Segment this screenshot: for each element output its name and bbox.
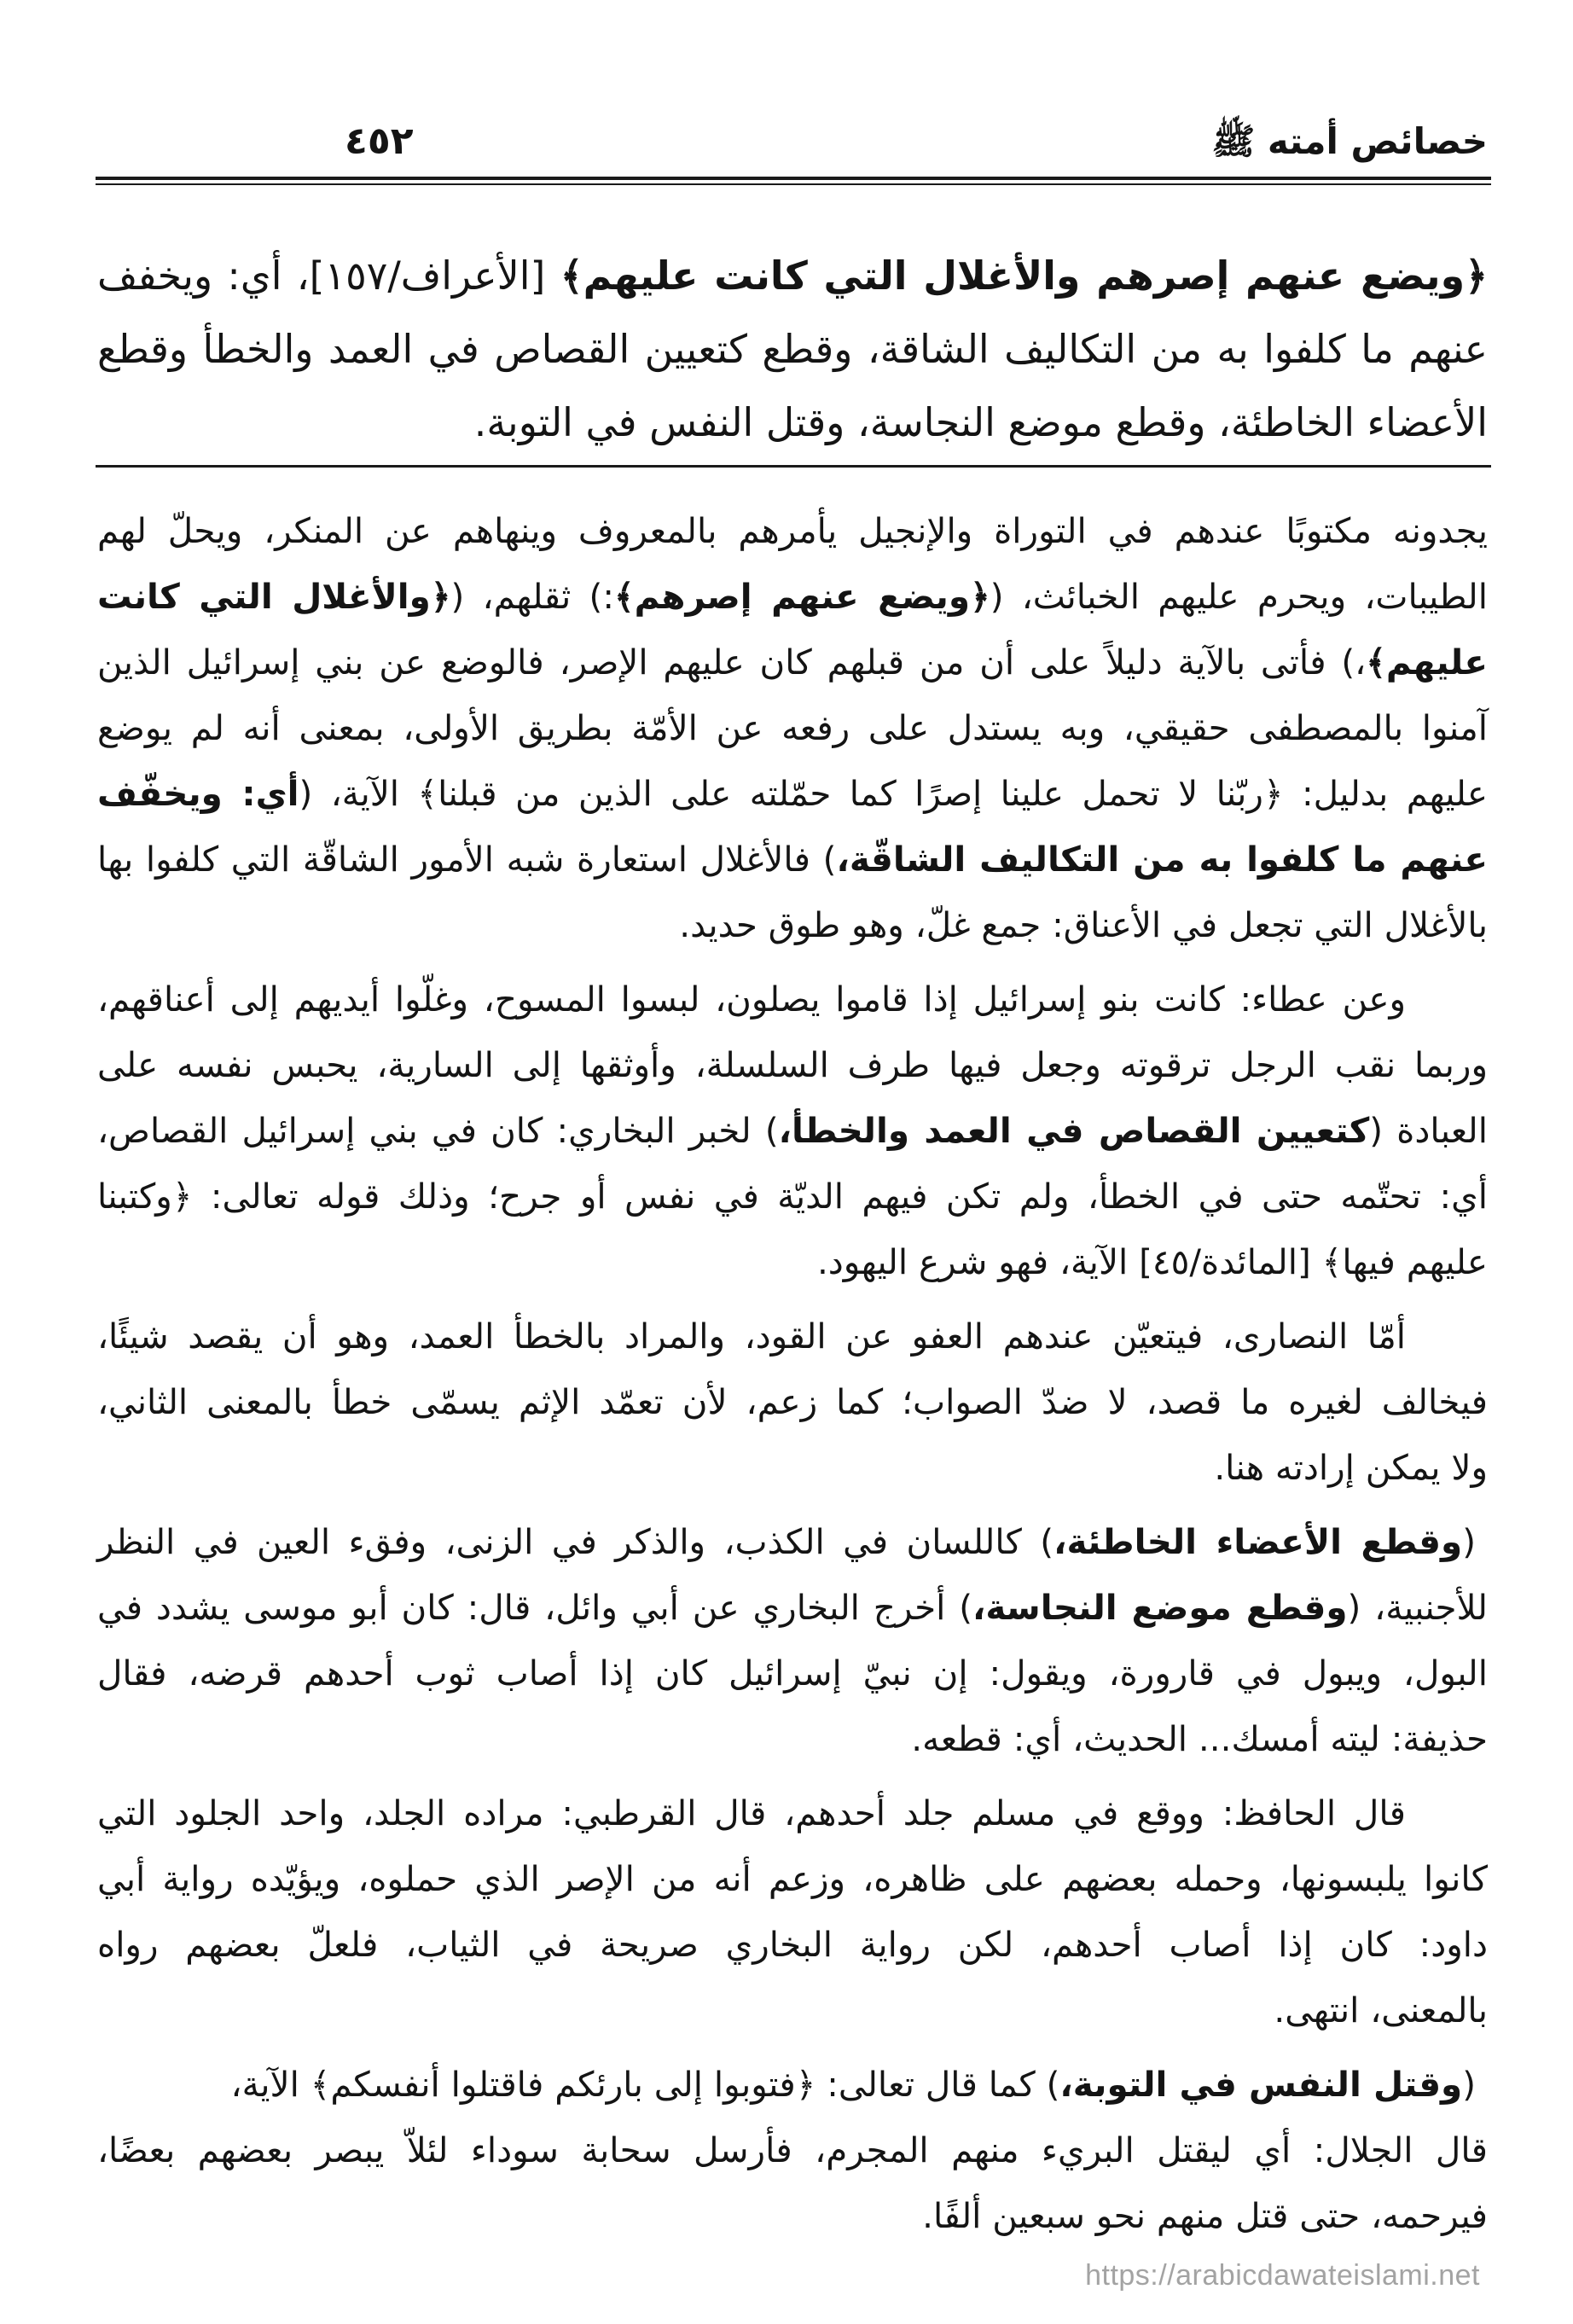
header-double-rule (96, 177, 1491, 185)
line-text (97, 642, 1488, 683)
text-segment: العبادة ( (1369, 1110, 1488, 1151)
text-line (97, 695, 1488, 761)
line-text (97, 979, 1406, 1020)
text-line (97, 1706, 1488, 1772)
text-line (97, 312, 1488, 386)
text-line (97, 386, 1488, 459)
emphasized-text: وقطع موضع النجاسة، (972, 1587, 1348, 1628)
line-text (97, 576, 1488, 617)
line-text (1214, 1447, 1488, 1488)
text-line (97, 498, 1488, 564)
line-text (97, 1653, 1488, 1694)
text-segment: أمّا النصارى، فيتعيّن عندهم العفو عن القود، والمراد بالخطأ العمد، وهو أن يقصد شيئًا، (97, 1316, 1406, 1357)
commentary-paragraph (97, 2052, 1488, 2118)
text-segment: عليهم فيها﴾ [المائدة/٤٥] الآية، فهو شرع اليهود. (816, 1241, 1488, 1282)
text-segment: الأعضاء الخاطئة، وقطع موضع النجاسة، وقتل النفس في التوبة. (473, 399, 1488, 445)
text-line (97, 2052, 1488, 2118)
line-text (474, 399, 1488, 445)
text-line (97, 564, 1488, 630)
text-segment: للأجنبية، ( (1347, 1587, 1488, 1628)
text-segment: بالمعنى، انتهى. (1274, 1990, 1488, 2031)
text-line (97, 1304, 1488, 1369)
text-line (97, 1846, 1488, 1912)
line-text (97, 773, 1488, 814)
line-text (97, 1176, 1488, 1217)
commentary-block (97, 498, 1488, 2249)
text-segment: ) أخرج البخاري عن أبي وائل، قال: كان أبو موسى يشدد في (97, 1587, 973, 1628)
text-segment: ) كما قال تعالى: ﴿فتوبوا إلى بارئكم فاقتلوا أنفسكم﴾ الآية، (230, 2064, 1060, 2105)
commentary-paragraph (97, 498, 1488, 958)
text-line (97, 1032, 1488, 1098)
matn-separator-rule (96, 465, 1491, 468)
line-text (97, 1044, 1488, 1085)
text-line (97, 1575, 1488, 1641)
running-title: خصائص أمته ﷺ (1211, 120, 1488, 162)
text-line (97, 1641, 1488, 1706)
line-text (97, 253, 1488, 299)
text-segment: قال الحافظ: ووقع في مسلم جلد أحدهم، قال القرطبي: مراده الجلد، واحد الجلود التي (97, 1792, 1406, 1833)
emphasized-text: عنهم ما كلفوا به من التكاليف الشاقّة، (836, 839, 1488, 880)
emphasized-text: عليهم﴾ (1366, 642, 1488, 683)
emphasized-text: وقطع الأعضاء الخاطئة، (1054, 1521, 1463, 1562)
text-segment: الطيبات، ويحرم عليهم الخبائث، ( (990, 576, 1488, 617)
text-segment: فيرحمه، حتى قتل منهم نحو سبعين ألفًا. (922, 2195, 1488, 2236)
text-segment: فيخالف لغيره ما قصد، لا ضدّ الصواب؛ كما زعم، لأن تعمّد الإثم يسمّى خطأ بالمعنى الثاني، (97, 1381, 1488, 1422)
text-line (97, 1369, 1488, 1435)
line-text (97, 707, 1488, 748)
text-line (97, 2183, 1488, 2249)
text-segment: البول، ويبول في قارورة، ويقول: إن نبيّ إسرائيل كان إذا أصاب ثوب أحدهم قرضه، فقال (97, 1653, 1488, 1694)
text-segment: كانوا يلبسونها، وحمله بعضهم على ظاهره، وزعم أنه من الإصر الذي حملوه، ويؤيّده رواية أبي (97, 1858, 1488, 1899)
text-segment: بالأغلال التي تجعل في الأعناق: جمع غلّ، وهو طوق حديد. (679, 904, 1488, 945)
line-text (97, 1924, 1488, 1965)
line-text (97, 1316, 1406, 1357)
text-line (97, 1509, 1488, 1575)
text-line (97, 630, 1488, 695)
text-segment: حذيفة: ليته أمسك... الحديث، أي: قطعه. (911, 1718, 1488, 1759)
line-text (1274, 1990, 1488, 2031)
text-segment: ،) فأتى بالآية دليلاً على أن من قبلهم كان عليهم الإصر، فالوضع عن بني إسرائيل الذين (97, 642, 1367, 683)
text-segment: ) كاللسان في الكذب، والذكر في الزنى، وفقء العين في النظر (97, 1521, 1054, 1562)
line-text (97, 1110, 1488, 1151)
line-text (97, 510, 1488, 551)
text-segment: يجدونه مكتوبًا عندهم في التوراة والإنجيل يأمرهم بالمعروف وينهاهم عن المنكر، ويحلّ لهم (97, 510, 1488, 551)
text-segment: [الأعراف/١٥٧]، أي: ويخفف (97, 253, 560, 299)
text-segment: وعن عطاء: كانت بنو إسرائيل إذا قاموا يصلون، لبسوا المسوح، وغلّوا أيديهم إلى أعناقهم، (97, 979, 1406, 1020)
text-segment: داود: كان إذا أصاب أحدهم، لكن رواية البخاري صريحة في الثياب، فلعلّ بعضهم رواه (97, 1924, 1488, 1965)
line-text (97, 839, 1488, 880)
line-text (911, 1718, 1488, 1759)
text-line (97, 1164, 1488, 1229)
emphasized-text: أي: ويخفّف (97, 773, 299, 814)
line-text (817, 1241, 1488, 1282)
text-segment: ) فالأغلال استعارة شبه الأمور الشاقّة التي كلفوا بها (97, 839, 837, 880)
emphasized-text: كتعيين القصاص في العمد والخطأ، (778, 1110, 1370, 1151)
text-line (97, 1098, 1488, 1164)
line-text (922, 2195, 1488, 2236)
line-text (97, 1381, 1488, 1422)
text-line (97, 1781, 1488, 1846)
text-line (97, 892, 1488, 958)
text-segment: ( (1462, 2064, 1476, 2105)
text-line (97, 827, 1488, 892)
text-segment: قال الجلال: أي ليقتل البريء منهم المجرم، فأرسل سحابة سوداء لئلاّ يبصر بعضهم بعضًا، (97, 2129, 1488, 2170)
line-text (97, 2129, 1488, 2170)
text-segment: عنهم ما كلفوا به من التكاليف الشاقة، وقطع كتعيين القصاص في العمد والخطأ وقطع (97, 326, 1488, 372)
text-line (97, 1978, 1488, 2043)
emphasized-text: ﴿ويضع عنهم إصرهم والأغلال التي كانت عليهم﴾ (560, 253, 1488, 299)
emphasized-text: وقتل النفس في التوبة، (1059, 2064, 1463, 2105)
line-text (97, 326, 1488, 372)
commentary-paragraph (97, 2118, 1488, 2249)
emphasized-text: ﴿ويضع عنهم إصرهم﴾ (613, 576, 990, 617)
line-text (679, 904, 1488, 945)
line-text (97, 1792, 1406, 1833)
line-text (97, 1587, 1488, 1628)
text-line (97, 967, 1488, 1032)
line-text (231, 2064, 1476, 2105)
watermark-url: https://arabicdawateislami.net (1085, 2259, 1480, 2292)
text-segment: أي: تحتّمه حتى في الخطأ، ولم تكن فيهم الديّة في نفس أو جرح؛ وذلك قوله تعالى: ﴿وكتبنا (97, 1176, 1488, 1217)
text-line (97, 1912, 1488, 1978)
text-line (97, 761, 1488, 827)
commentary-paragraph (97, 1509, 1488, 1772)
text-segment: ) لخبر البخاري: كان في بني إسرائيل القصاص، (97, 1110, 779, 1151)
emphasized-text: ﴿والأغلال التي كانت (97, 576, 451, 617)
running-header (97, 111, 1488, 172)
commentary-paragraph (97, 967, 1488, 1295)
text-line (97, 1229, 1488, 1295)
line-text (97, 1521, 1476, 1562)
commentary-paragraph (97, 1304, 1488, 1501)
text-segment: ( (1462, 1521, 1476, 1562)
text-line (97, 239, 1488, 312)
text-segment: آمنوا بالمصطفى حقيقي، وبه يستدل على رفعه عن الأمّة بطريق الأولى، بمعنى أنه لم يوضع (97, 707, 1488, 748)
text-segment: ولا يمكن إرادته هنا. (1214, 1447, 1488, 1488)
commentary-paragraph (97, 1781, 1488, 2043)
page-number: ٤٥٢ (345, 119, 414, 163)
line-text (97, 1858, 1488, 1899)
text-segment: :) ثقلهم، ( (450, 576, 614, 617)
text-line (97, 2118, 1488, 2183)
matn-block (97, 239, 1488, 459)
text-segment: وربما نقب الرجل ترقوته وجعل فيها طرف السلسلة، وأوثقها إلى السارية، يحبس نفسه على (97, 1044, 1488, 1085)
text-line (97, 1435, 1488, 1501)
text-segment: عليهم بدليل: ﴿ربّنا لا تحمل علينا إصرًا كما حمّلته على الذين من قبلنا﴾ الآية، ( (299, 773, 1489, 814)
